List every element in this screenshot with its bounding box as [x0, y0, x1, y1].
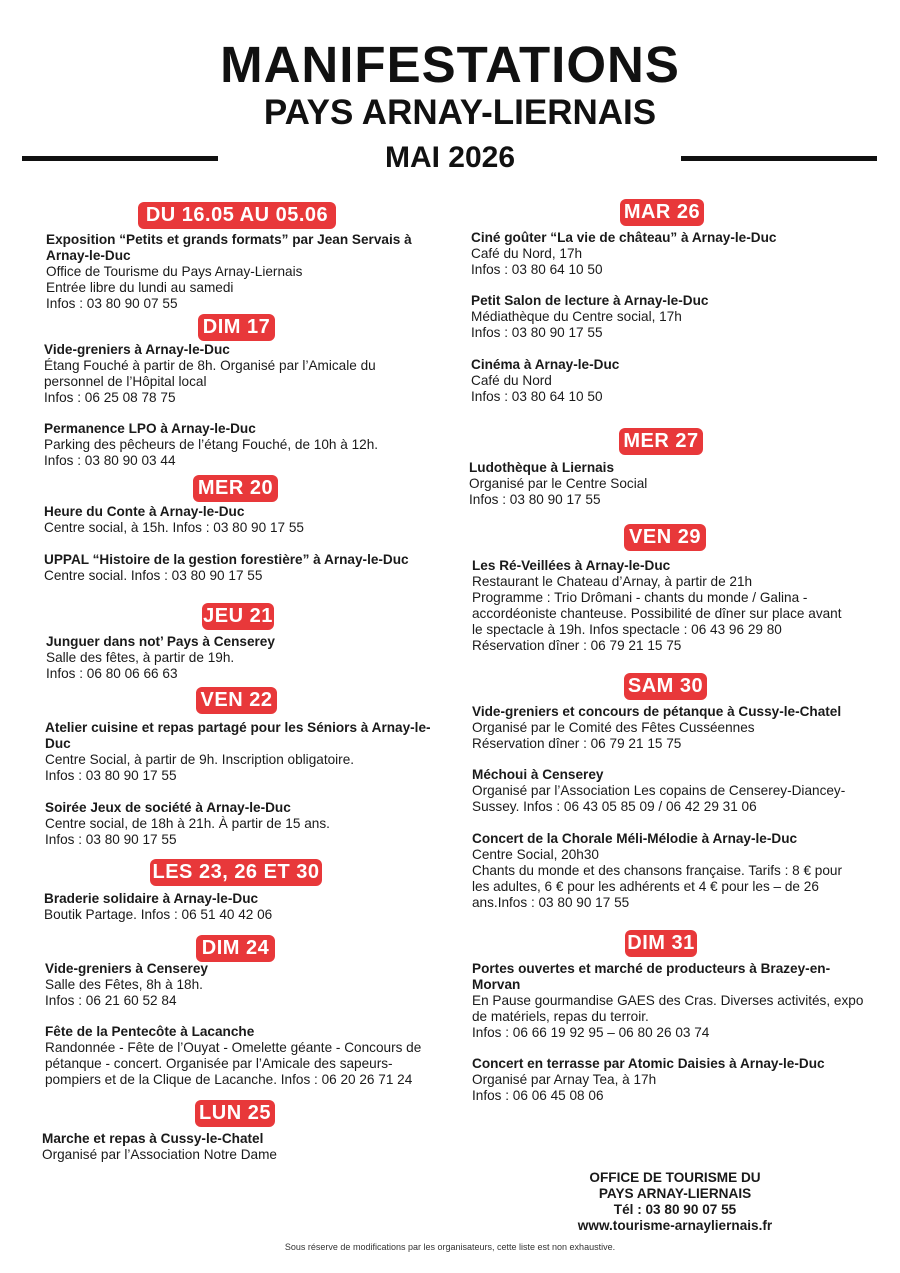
event-info: Infos : 03 80 90 17 55	[471, 325, 603, 340]
office-contact-block	[560, 1170, 790, 1234]
event-info: Infos : 03 80 90 17 55	[469, 492, 601, 507]
event-detail: Étang Fouché à partir de 8h. Organisé par l’Amicale du	[44, 358, 376, 373]
month-heading: MAI 2026	[384, 141, 516, 174]
event-detail: Restaurant le Chateau d’Arnay, à partir de 21h	[472, 574, 753, 589]
date-badge-23-26-30: LES 23, 26 ET 30	[150, 859, 322, 886]
event-petit-salon	[471, 293, 708, 341]
event-concert-chorale	[472, 831, 842, 911]
event-info: Infos : 06 06 45 08 06	[472, 1088, 604, 1103]
event-detail: le spectacle à 19h. Infos spectacle : 06 43 96 29 80	[472, 622, 782, 637]
event-vide-greniers-censerey	[45, 961, 208, 1009]
event-title: Les Ré-Veillées à Arnay-le-Duc	[472, 558, 671, 573]
event-info: ans.Infos : 03 80 90 17 55	[472, 895, 630, 910]
event-detail: Salle des fêtes, à partir de 19h.	[46, 650, 235, 665]
event-vide-greniers-arnay	[44, 342, 376, 406]
event-detail: Parking des pêcheurs de l’étang Fouché, de 10h à 12h.	[44, 437, 379, 452]
event-cine-gouter	[471, 230, 776, 278]
event-title: UPPAL “Histoire de la gestion forestière” à Arnay-le-Duc	[44, 552, 409, 567]
office-name-cont: PAYS ARNAY-LIERNAIS	[598, 1186, 752, 1201]
event-title: Méchoui à Censerey	[472, 767, 604, 782]
date-badge-lun-25: LUN 25	[195, 1100, 275, 1127]
event-info: Infos : 03 80 90 17 55	[45, 832, 177, 847]
divider-right	[681, 156, 877, 161]
event-atelier-cuisine	[45, 720, 431, 784]
event-detail: personnel de l’Hôpital local	[44, 374, 207, 389]
event-heure-du-conte	[44, 504, 304, 536]
event-junguer	[46, 634, 275, 682]
disclaimer: Sous réserve de modifications par les organisateurs, cette liste est non exhaustive.	[284, 1242, 616, 1252]
event-detail: les adultes, 6 € pour les adhérents et 4 € pour les – de 26	[472, 879, 819, 894]
event-permanence-lpo	[44, 421, 378, 469]
event-detail: Randonnée - Fête de l’Ouyat - Omelette géante - Concours de	[45, 1040, 422, 1055]
event-info: Infos : 03 80 64 10 50	[471, 389, 603, 404]
date-badge-16-05: DU 16.05 AU 05.06	[138, 202, 336, 229]
event-info: Réservation dîner : 06 79 21 15 75	[472, 638, 682, 653]
event-title: Soirée Jeux de société à Arnay-le-Duc	[45, 800, 291, 815]
event-pentecote	[45, 1024, 421, 1088]
event-detail: Centre social. Infos : 03 80 90 17 55	[44, 568, 263, 583]
event-uppal	[44, 552, 409, 584]
event-title: Ciné goûter “La vie de château” à Arnay-le-Duc	[471, 230, 777, 245]
office-website-link[interactable]: www.tourisme-arnayliernais.fr	[577, 1218, 773, 1233]
event-concert-terrasse	[472, 1056, 825, 1104]
date-badge-sam-30: SAM 30	[624, 673, 707, 700]
event-info: Infos : 03 80 64 10 50	[471, 262, 603, 277]
event-title: Exposition “Petits et grands formats” par Jean Servais à	[46, 232, 412, 247]
event-soiree-jeux	[45, 800, 330, 848]
event-title: Marche et repas à Cussy-le-Chatel	[42, 1131, 264, 1146]
event-mechoui	[472, 767, 845, 815]
event-detail: En Pause gourmandise GAES des Cras. Diverses activités, expo	[472, 993, 864, 1008]
event-info: Sussey. Infos : 06 43 05 85 09 / 06 42 29 31 06	[472, 799, 757, 814]
date-badge-mar-26: MAR 26	[620, 199, 704, 226]
event-info: Infos : 06 21 60 52 84	[45, 993, 177, 1008]
event-detail: Programme : Trio Drômani - chants du monde / Galina -	[472, 590, 808, 605]
event-title: Concert de la Chorale Méli-Mélodie à Arnay-le-Duc	[472, 831, 798, 846]
event-detail: pétanque - concert. Organisée par l’Amicale des sapeurs-	[45, 1056, 393, 1071]
event-info: Infos : 06 25 08 78 75	[44, 390, 176, 405]
event-detail: Office de Tourisme du Pays Arnay-Liernais	[46, 264, 303, 279]
event-detail: Organisé par le Comité des Fêtes Cusséennes	[472, 720, 755, 735]
event-detail: Centre social, à 15h. Infos : 03 80 90 17 55	[44, 520, 304, 535]
event-detail: Centre Social, à partir de 9h. Inscription obligatoire.	[45, 752, 355, 767]
date-badge-ven-29: VEN 29	[624, 524, 706, 551]
event-title: Vide-greniers et concours de pétanque à Cussy-le-Chatel	[472, 704, 842, 719]
event-info: pompiers et de la Clique de Lacanche. Infos : 06 20 26 71 24	[45, 1072, 413, 1087]
event-title: Fête de la Pentecôte à Lacanche	[45, 1024, 255, 1039]
event-detail: Organisé par Arnay Tea, à 17h	[472, 1072, 657, 1087]
date-badge-dim-24: DIM 24	[196, 935, 275, 962]
event-portes-ouvertes	[472, 961, 863, 1041]
event-detail: Centre Social, 20h30	[472, 847, 599, 862]
event-detail: Café du Nord, 17h	[471, 246, 583, 261]
event-detail: Centre social, de 18h à 21h. À partir de 15 ans.	[45, 816, 330, 831]
office-name: OFFICE DE TOURISME DU	[589, 1170, 761, 1185]
event-detail: Boutik Partage. Infos : 06 51 40 42 06	[44, 907, 273, 922]
event-detail: Entrée libre du lundi au samedi	[46, 280, 234, 295]
event-title: Concert en terrasse par Atomic Daisies à Arnay-le-Duc	[472, 1056, 825, 1071]
event-info: Infos : 03 80 90 17 55	[45, 768, 177, 783]
event-title: Vide-greniers à Censerey	[45, 961, 208, 976]
event-title-cont: Arnay-le-Duc	[46, 248, 131, 263]
event-title: Vide-greniers à Arnay-le-Duc	[44, 342, 230, 357]
event-detail: Salle des Fêtes, 8h à 18h.	[45, 977, 203, 992]
date-badge-mer-20: MER 20	[193, 475, 278, 502]
event-title: Portes ouvertes et marché de producteurs à Brazey-en-	[472, 961, 831, 976]
event-title: Atelier cuisine et repas partagé pour les Séniors à Arnay-le-	[45, 720, 431, 735]
page-title: MANIFESTATIONS	[220, 36, 680, 93]
event-detail: Médiathèque du Centre social, 17h	[471, 309, 682, 324]
event-title: Heure du Conte à Arnay-le-Duc	[44, 504, 245, 519]
date-badge-dim-31: DIM 31	[625, 930, 697, 957]
date-badge-jeu-21: JEU 21	[202, 603, 274, 630]
event-info: Infos : 03 80 90 07 55	[46, 296, 178, 311]
event-cinema	[471, 357, 619, 405]
event-title: Permanence LPO à Arnay-le-Duc	[44, 421, 256, 436]
date-badge-ven-22: VEN 22	[196, 687, 277, 714]
event-detail: Organisé par l’Association Notre Dame	[42, 1147, 277, 1162]
event-title-cont: Duc	[45, 736, 71, 751]
event-title: Petit Salon de lecture à Arnay-le-Duc	[471, 293, 709, 308]
event-exposition	[46, 232, 412, 312]
event-re-veillees	[472, 558, 842, 654]
event-title: Braderie solidaire à Arnay-le-Duc	[44, 891, 259, 906]
event-title-cont: Morvan	[472, 977, 521, 992]
office-phone: Tél : 03 80 90 07 55	[613, 1202, 737, 1217]
event-braderie	[44, 891, 272, 923]
event-title: Ludothèque à Liernais	[469, 460, 615, 475]
event-info: Infos : 06 80 06 66 63	[46, 666, 178, 681]
event-detail: Organisé par l’Association Les copains de Censerey-Diancey-	[472, 783, 846, 798]
event-title: Junguer dans not’ Pays à Censerey	[46, 634, 275, 649]
event-detail: Café du Nord	[471, 373, 552, 388]
event-marche-cussy	[42, 1131, 277, 1163]
event-detail: accordéoniste chanteuse. Possibilité de dîner sur place avant	[472, 606, 842, 621]
event-info: Infos : 03 80 90 03 44	[44, 453, 176, 468]
date-badge-mer-27: MER 27	[619, 428, 703, 455]
event-ludotheque	[469, 460, 647, 508]
event-detail: Chants du monde et des chansons française. Tarifs : 8 € pour	[472, 863, 843, 878]
event-detail: Organisé par le Centre Social	[469, 476, 648, 491]
event-info: Infos : 06 66 19 92 95 – 06 80 26 03 74	[472, 1025, 710, 1040]
event-vide-greniers-cussy	[472, 704, 841, 752]
date-badge-dim-17: DIM 17	[198, 314, 275, 341]
event-title: Cinéma à Arnay-le-Duc	[471, 357, 620, 372]
event-detail: de matériels, repas du terroir.	[472, 1009, 649, 1024]
event-info: Réservation dîner : 06 79 21 15 75	[472, 736, 682, 751]
page-subtitle: PAYS ARNAY-LIERNAIS	[263, 93, 657, 132]
